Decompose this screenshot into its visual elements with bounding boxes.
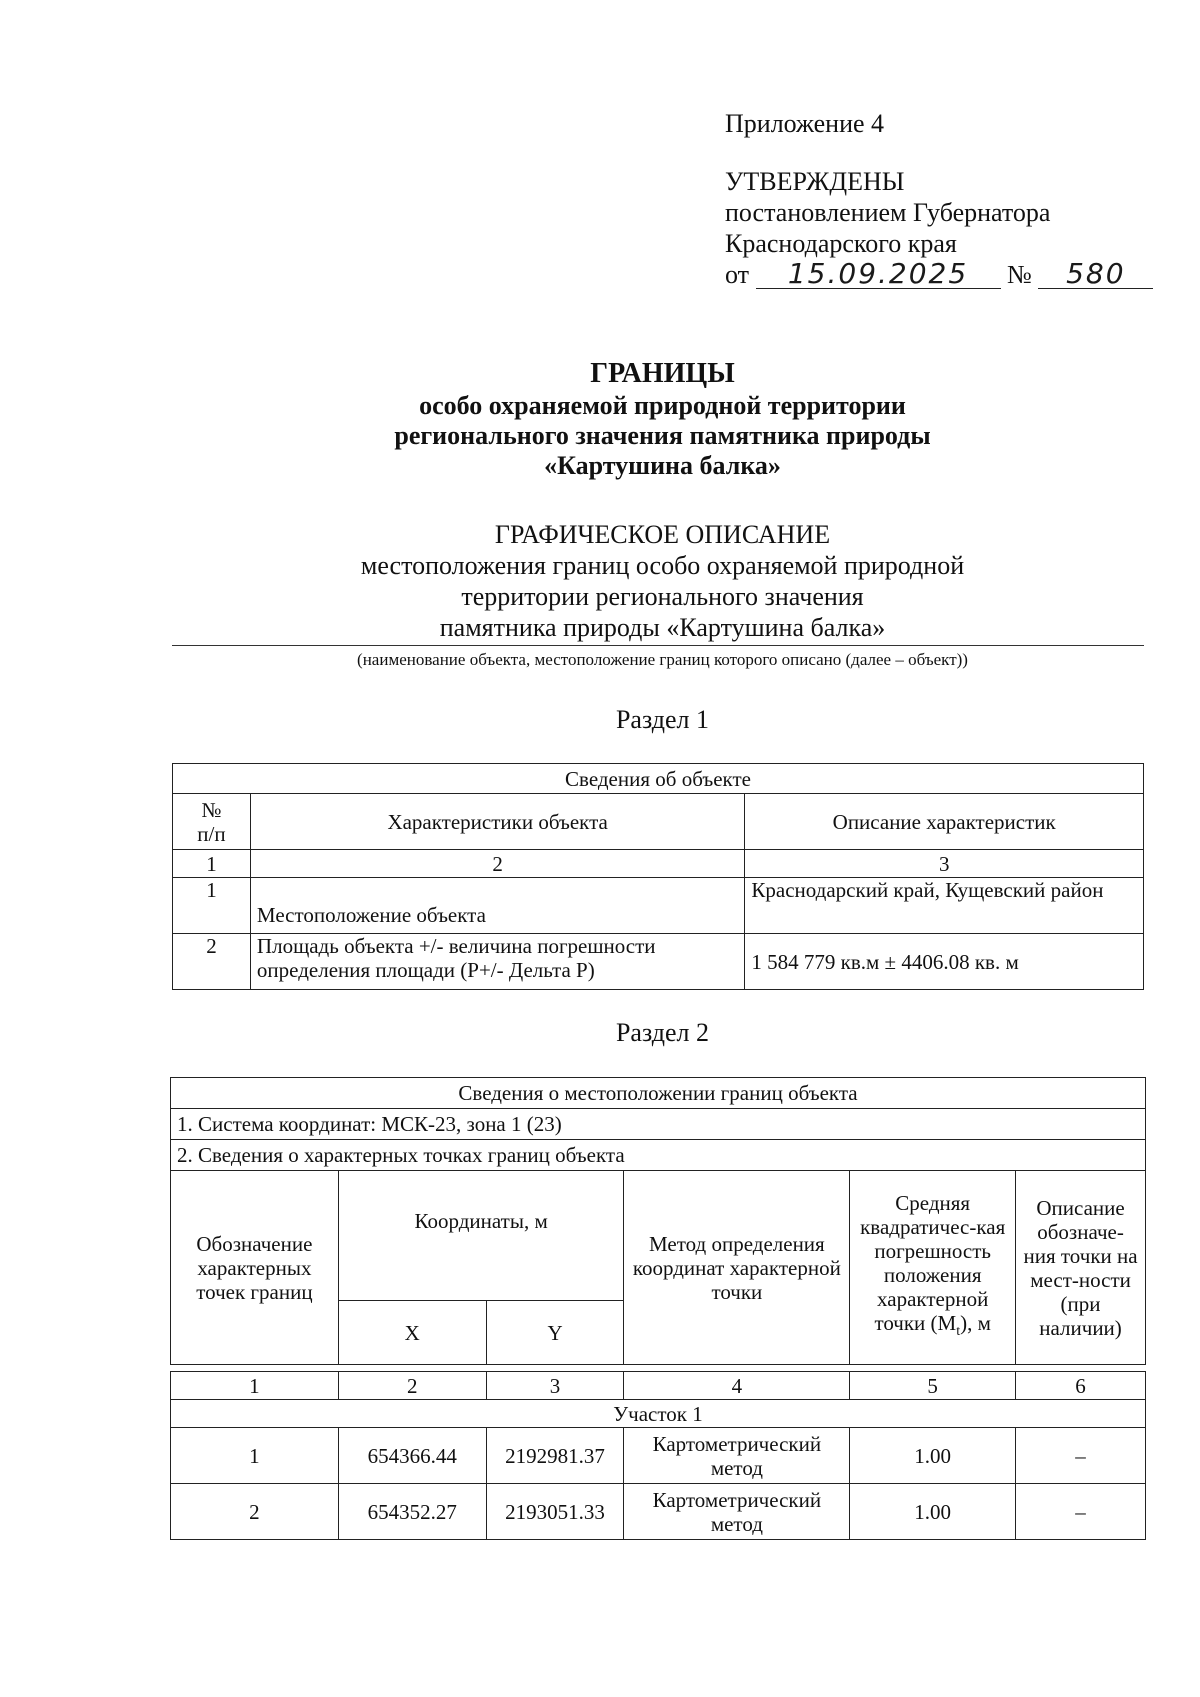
point-error: 1.00	[850, 1484, 1016, 1540]
handwritten-number: 580	[1038, 260, 1153, 289]
point-method: Картометрический метод	[624, 1484, 850, 1540]
point-x: 654366.44	[338, 1428, 486, 1484]
header-characteristics: Характеристики объекта	[250, 794, 744, 850]
boundary-points-table	[170, 1077, 1146, 1540]
description-line-3: памятника природы «Картушина балка»	[439, 613, 886, 642]
table-row	[171, 1428, 1146, 1484]
handwritten-date: 15.09.2025	[756, 260, 1001, 289]
point-description: –	[1016, 1428, 1146, 1484]
point-id: 2	[171, 1484, 339, 1540]
table-title: Сведения о местоположении границ объекта	[171, 1078, 1146, 1109]
row-characteristic: Местоположение объекта	[250, 878, 744, 934]
index-cell: 2	[250, 850, 744, 878]
object-caption: (наименование объекта, местоположение границ которого описано (далее – объект))	[357, 650, 968, 669]
coordinate-system: 1. Система координат: МСК-23, зона 1 (23)	[171, 1109, 1146, 1140]
approval-line-1: постановлением Губернатора	[725, 198, 1051, 227]
section-2-title: Раздел 2	[615, 1018, 710, 1047]
approval-line-2: Краснодарского края	[725, 229, 957, 258]
index-cell: 3	[745, 850, 1144, 878]
point-method: Картометрический метод	[624, 1428, 850, 1484]
underline-rule	[172, 645, 1144, 646]
table-row	[173, 878, 1144, 934]
approval-block	[725, 108, 1153, 290]
point-id: 1	[171, 1428, 339, 1484]
header-description: Описание характеристик	[745, 794, 1144, 850]
row-number: 1	[173, 878, 251, 934]
section-1-title: Раздел 1	[615, 705, 710, 734]
row-value: Краснодарский край, Кущевский район	[745, 878, 1144, 934]
table-row	[173, 934, 1144, 990]
header-error: Средняя квадратичес-кая погрешность положения характерной точки $(M_t)$, м	[850, 1171, 1016, 1365]
header-x: X	[338, 1301, 486, 1365]
point-y: 2193051.33	[486, 1484, 624, 1540]
title-line-3: «Картушина балка»	[544, 451, 781, 480]
row-number: 2	[173, 934, 251, 990]
number-label: №	[1007, 260, 1032, 289]
document-title	[0, 357, 1200, 481]
header-method: Метод определения координат характерной точки	[624, 1171, 850, 1365]
index-cell: 6	[1016, 1372, 1146, 1400]
graphic-description	[0, 519, 1200, 643]
object-info-table	[172, 763, 1144, 990]
point-x: 654352.27	[338, 1484, 486, 1540]
header-coordinates: Координаты, м	[338, 1171, 624, 1301]
index-cell: 4	[624, 1372, 850, 1400]
point-description: –	[1016, 1484, 1146, 1540]
header-y: Y	[486, 1301, 624, 1365]
header-number: № п/п	[173, 794, 251, 850]
index-cell: 2	[338, 1372, 486, 1400]
index-cell: 3	[486, 1372, 624, 1400]
points-title: 2. Сведения о характерных точках границ объекта	[171, 1140, 1146, 1171]
title-line-1: особо охраняемой природной территории	[419, 391, 906, 420]
table-title: Сведения об объекте	[173, 764, 1144, 794]
description-heading: ГРАФИЧЕСКОЕ ОПИСАНИЕ	[494, 520, 831, 549]
header-point: Обозначение характерных точек границ	[171, 1171, 339, 1365]
plot-label: Участок 1	[171, 1400, 1146, 1428]
index-cell: 1	[171, 1372, 339, 1400]
from-label: от	[725, 260, 750, 289]
point-y: 2192981.37	[486, 1428, 624, 1484]
row-characteristic: Площадь объекта +/- величина погрешности определения площади (Р+/- Дельта Р)	[250, 934, 744, 990]
approved-label: УТВЕРЖДЕНЫ	[725, 167, 905, 196]
row-value: 1 584 779 кв.м ± 4406.08 кв. м	[745, 934, 1144, 990]
description-line-1: местоположения границ особо охраняемой природной	[360, 551, 965, 580]
point-error: 1.00	[850, 1428, 1016, 1484]
approval-date-line	[725, 259, 1153, 290]
table-row	[171, 1484, 1146, 1540]
index-cell: 1	[173, 850, 251, 878]
title-main: ГРАНИЦЫ	[590, 358, 735, 389]
header-point-description: Описание обозначе-ния точки на мест-ности (при наличии)	[1016, 1171, 1146, 1365]
description-line-2: территории регионального значения	[461, 582, 864, 611]
index-cell: 5	[850, 1372, 1016, 1400]
appendix-label: Приложение 4	[725, 109, 885, 138]
title-line-2: регионального значения памятника природы	[394, 421, 931, 450]
